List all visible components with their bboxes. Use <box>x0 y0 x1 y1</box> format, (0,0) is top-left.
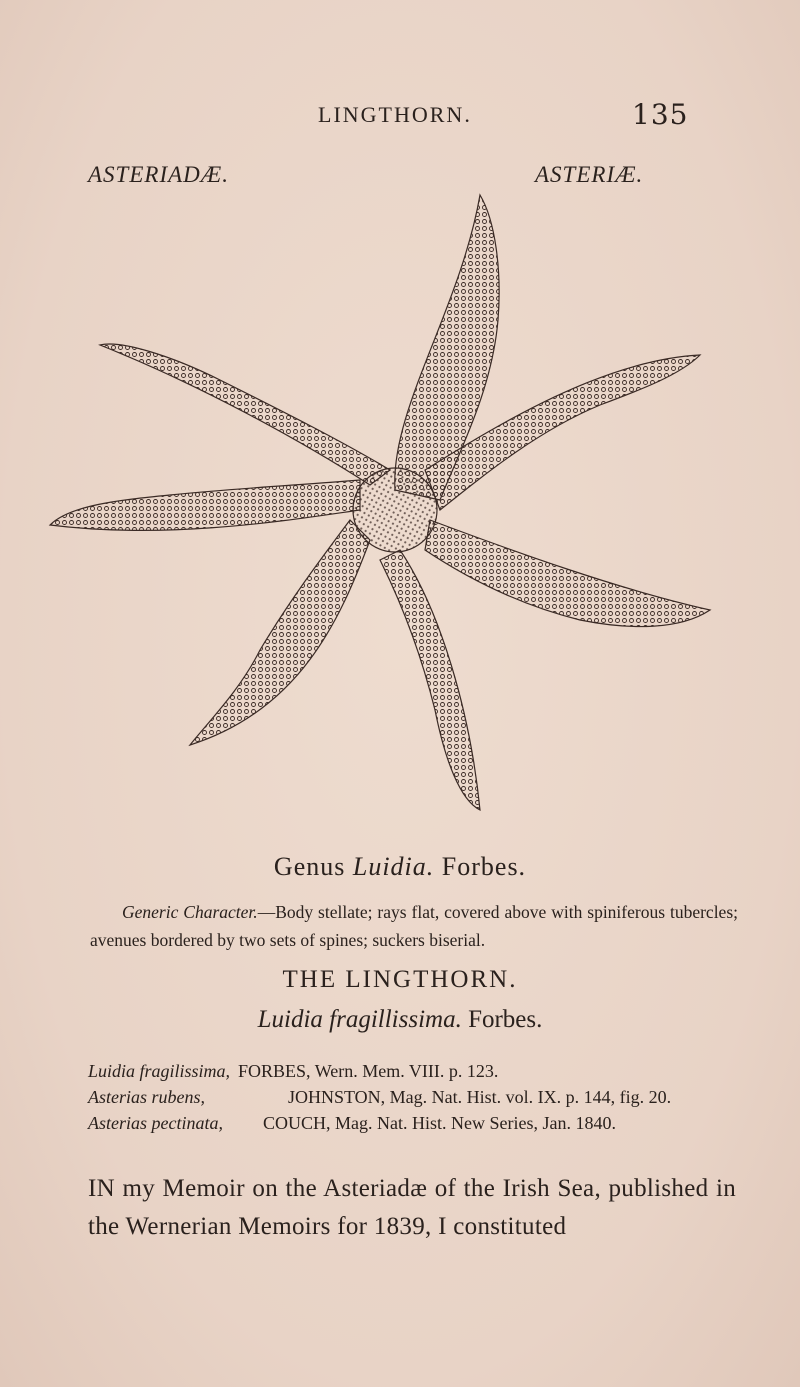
common-name-heading: THE LINGTHORN. <box>282 966 518 993</box>
starfish-arm-right <box>425 520 710 627</box>
synonymy-row <box>88 1061 748 1087</box>
starfish-arms <box>50 195 710 810</box>
page-number: 135 <box>632 98 689 131</box>
running-head <box>0 98 800 138</box>
genus-author: Forbes. <box>441 852 527 881</box>
species-heading <box>0 1006 800 1034</box>
body-paragraph: IN my Memoir on the Asteriadæ of the Irish Sea, published in the Wernerian Memoirs for 1839, I constituted <box>88 1175 736 1240</box>
synonym-reference: JOHNSTON, Mag. Nat. Hist. vol. IX. p. 144, fig. 20. <box>288 1087 672 1107</box>
starfish-disc <box>353 468 437 552</box>
species-author: Forbes. <box>468 1006 543 1033</box>
genus-name: Luidia. <box>352 852 435 881</box>
genus-prefix: Genus <box>273 852 346 881</box>
synonym-reference: FORBES, Wern. Mem. VIII. p. 123. <box>238 1061 499 1081</box>
species-name: Luidia fragillissima. <box>257 1006 462 1033</box>
synonym-name: Luidia fragilissima, <box>88 1061 231 1081</box>
starfish-arm-lower-left <box>190 520 370 745</box>
synonym-reference: COUCH, Mag. Nat. Hist. New Series, Jan. 1840. <box>263 1113 616 1133</box>
order-heading: ASTERIÆ. <box>535 162 644 187</box>
starfish-arm-upper-left <box>100 344 390 485</box>
running-head-title: LINGTHORN. <box>318 102 472 127</box>
generic-character <box>90 898 738 954</box>
starfish-arm-left <box>50 480 360 530</box>
generic-character-label: Generic Character. <box>122 902 258 922</box>
synonym-name: Asterias pectinata, <box>88 1113 223 1133</box>
synonymy-row <box>88 1113 748 1139</box>
starfish-arm-bottom <box>380 550 480 810</box>
synonym-name: Asterias rubens, <box>88 1087 205 1107</box>
family-heading: ASTERIADÆ. <box>88 162 229 187</box>
genus-heading <box>0 852 800 882</box>
synonymy-list <box>88 1061 748 1139</box>
starfish-illustration <box>40 190 740 830</box>
synonymy-row <box>88 1087 748 1113</box>
generic-character-text: —Body stellate; rays flat, covered above with spiniferous tubercles; avenues bordered by two sets of spines; suckers biserial. <box>90 902 738 950</box>
